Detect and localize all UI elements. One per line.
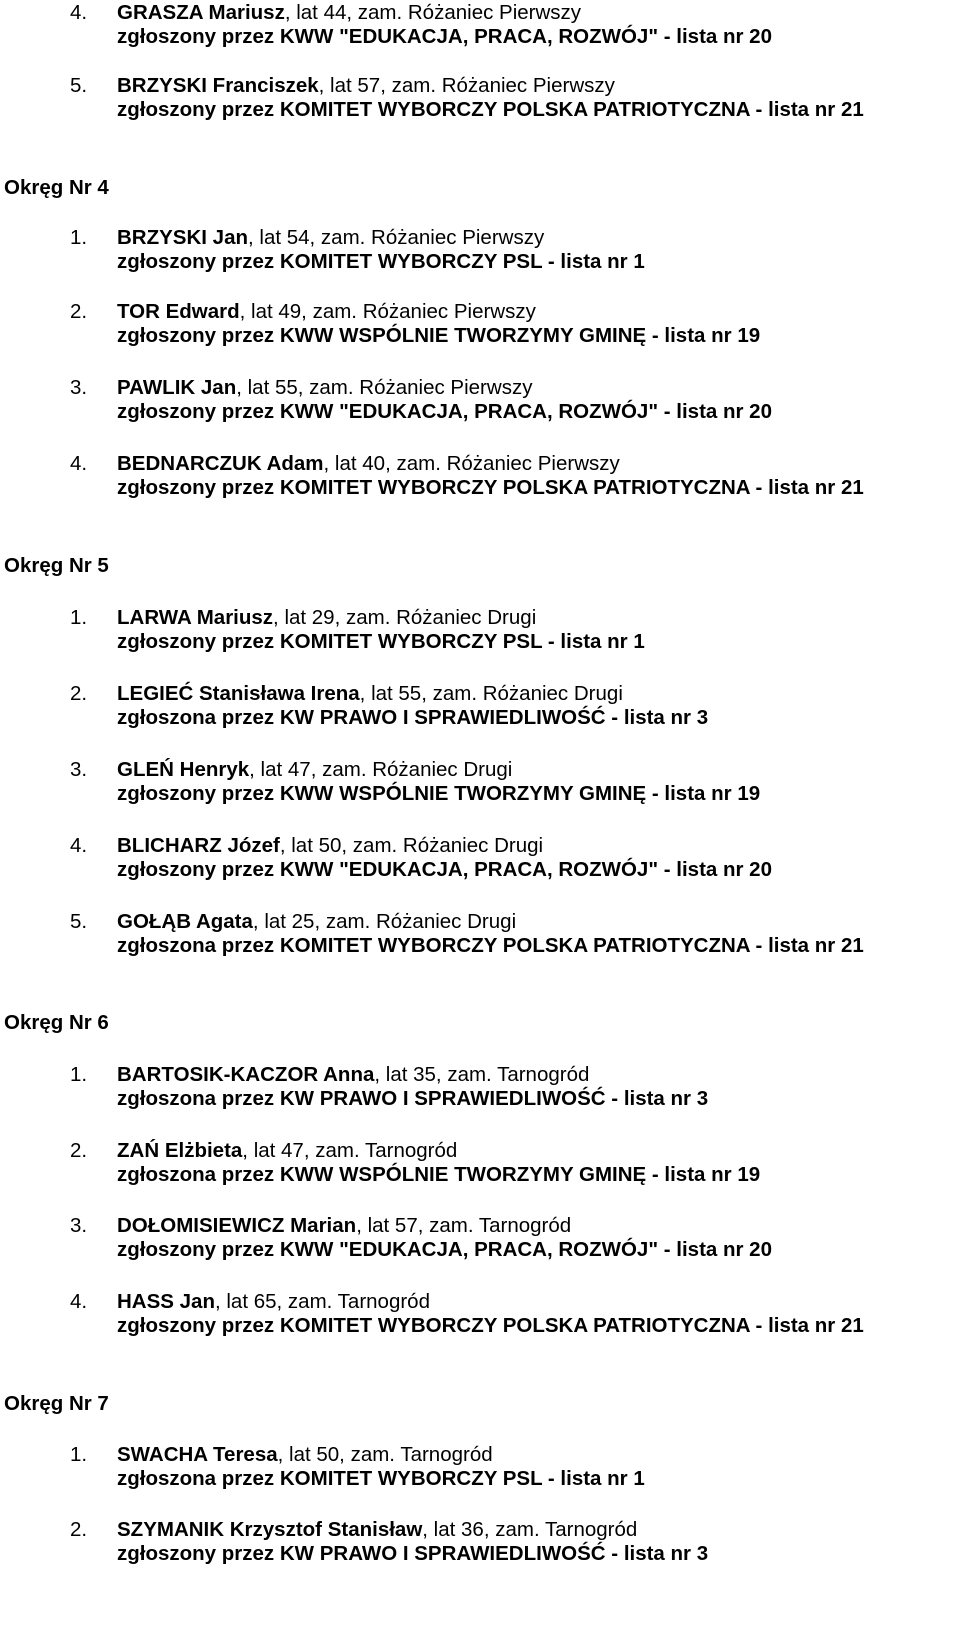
candidate-line: [117, 73, 615, 99]
candidate-name: BLICHARZ Józef: [117, 834, 280, 857]
candidate-name: ZAŃ Elżbieta: [117, 1139, 243, 1162]
candidate-line: [117, 1517, 637, 1543]
candidate-name: SWACHA Teresa: [117, 1443, 278, 1466]
candidate-name: BRZYSKI Franciszek: [117, 74, 319, 97]
candidate-name: BEDNARCZUK Adam: [117, 452, 324, 475]
candidate-line: [117, 681, 623, 707]
nominating-committee: zgłoszony przez KW PRAWO I SPRAWIEDLIWOŚĆ - lista nr 3: [117, 1542, 709, 1565]
nominating-committee: zgłoszony przez KWW WSPÓLNIE TWORZYMY GMINĘ - lista nr 19: [117, 782, 761, 805]
candidate-number: 5.: [70, 74, 88, 97]
candidate-number: 1.: [70, 606, 88, 629]
candidate-line: [117, 833, 543, 859]
nominating-committee: zgłoszony przez KOMITET WYBORCZY PSL - lista nr 1: [117, 630, 645, 653]
candidate-line: [117, 375, 532, 401]
candidate-name: PAWLIK Jan: [117, 376, 237, 399]
nominating-committee: zgłoszony przez KWW "EDUKACJA, PRACA, ROZWÓJ" - lista nr 20: [117, 25, 772, 48]
nominating-committee: zgłoszona przez KW PRAWO I SPRAWIEDLIWOŚĆ - lista nr 3: [117, 706, 709, 729]
nominating-committee: zgłoszona przez KW PRAWO I SPRAWIEDLIWOŚĆ - lista nr 3: [117, 1087, 709, 1110]
candidate-number: 1.: [70, 226, 88, 249]
candidate-number: 4.: [70, 1290, 88, 1313]
district-heading: Okręg Nr 4: [4, 176, 109, 199]
nominating-committee: zgłoszony przez KWW "EDUKACJA, PRACA, ROZWÓJ" - lista nr 20: [117, 1238, 772, 1261]
candidate-details: , lat 50, zam. Tarnogród: [277, 1443, 493, 1466]
candidate-details: , lat 29, zam. Różaniec Drugi: [273, 606, 537, 629]
nominating-committee: zgłoszony przez KOMITET WYBORCZY POLSKA PATRIOTYCZNA - lista nr 21: [117, 476, 864, 499]
candidate-name: GRASZA Mariusz: [117, 1, 285, 24]
candidate-number: 3.: [70, 758, 88, 781]
candidate-name: GLEŃ Henryk: [117, 758, 250, 781]
candidate-number: 2.: [70, 1139, 88, 1162]
candidate-details: , lat 47, zam. Różaniec Drugi: [249, 758, 513, 781]
candidate-details: , lat 35, zam. Tarnogród: [374, 1063, 590, 1086]
candidate-number: 5.: [70, 910, 88, 933]
candidate-details: , lat 49, zam. Różaniec Pierwszy: [239, 300, 536, 323]
nominating-committee: zgłoszony przez KWW "EDUKACJA, PRACA, ROZWÓJ" - lista nr 20: [117, 858, 772, 881]
nominating-committee: zgłoszona przez KOMITET WYBORCZY PSL - lista nr 1: [117, 1467, 645, 1490]
candidate-name: BRZYSKI Jan: [117, 226, 248, 249]
candidate-number: 3.: [70, 376, 88, 399]
candidate-details: , lat 65, zam. Tarnogród: [214, 1290, 430, 1313]
candidate-line: [117, 1289, 430, 1315]
nominating-committee: zgłoszony przez KOMITET WYBORCZY PSL - lista nr 1: [117, 250, 645, 273]
candidate-number: 4.: [70, 452, 88, 475]
candidate-details: , lat 50, zam. Różaniec Drugi: [279, 834, 544, 857]
candidate-name: SZYMANIK Krzysztof Stanisław: [117, 1518, 423, 1541]
nominating-committee: zgłoszona przez KWW WSPÓLNIE TWORZYMY GMINĘ - lista nr 19: [117, 1163, 761, 1186]
candidate-number: 2.: [70, 300, 88, 323]
candidate-line: [117, 605, 536, 631]
district-heading: Okręg Nr 5: [4, 554, 109, 577]
candidate-details: , lat 25, zam. Różaniec Drugi: [252, 910, 517, 933]
candidate-name: LEGIEĆ Stanisława Irena: [117, 682, 360, 705]
candidate-line: [117, 451, 620, 477]
nominating-committee: zgłoszona przez KOMITET WYBORCZY POLSKA PATRIOTYCZNA - lista nr 21: [117, 934, 864, 957]
candidate-name: LARWA Mariusz: [117, 606, 274, 629]
candidate-details: , lat 40, zam. Różaniec Pierwszy: [323, 452, 620, 475]
candidate-number: 4.: [70, 834, 88, 857]
candidate-line: [117, 1062, 589, 1088]
nominating-committee: zgłoszony przez KOMITET WYBORCZY POLSKA PATRIOTYCZNA - lista nr 21: [117, 1314, 864, 1337]
candidate-line: [117, 1213, 571, 1239]
candidate-line: [117, 757, 512, 783]
candidate-details: , lat 54, zam. Różaniec Pierwszy: [248, 226, 545, 249]
candidate-details: , lat 57, zam. Różaniec Pierwszy: [318, 74, 615, 97]
candidate-details: , lat 47, zam. Tarnogród: [242, 1139, 458, 1162]
candidate-name: TOR Edward: [117, 300, 240, 323]
candidate-line: [117, 0, 581, 26]
candidate-line: [117, 1442, 493, 1468]
district-heading: Okręg Nr 7: [4, 1392, 109, 1415]
candidate-details: , lat 55, zam. Różaniec Drugi: [359, 682, 623, 705]
candidate-details: , lat 44, zam. Różaniec Pierwszy: [284, 1, 582, 24]
candidate-name: BARTOSIK-KACZOR Anna: [117, 1063, 375, 1086]
candidate-line: [117, 1138, 457, 1164]
nominating-committee: zgłoszony przez KWW WSPÓLNIE TWORZYMY GMINĘ - lista nr 19: [117, 324, 761, 347]
district-heading: Okręg Nr 6: [4, 1011, 109, 1034]
nominating-committee: zgłoszony przez KOMITET WYBORCZY POLSKA PATRIOTYCZNA - lista nr 21: [117, 98, 864, 121]
candidate-number: 3.: [70, 1214, 88, 1237]
nominating-committee: zgłoszony przez KWW "EDUKACJA, PRACA, ROZWÓJ" - lista nr 20: [117, 400, 772, 423]
candidate-name: HASS Jan: [117, 1290, 215, 1313]
candidate-number: 2.: [70, 1518, 88, 1541]
candidate-name: GOŁĄB Agata: [117, 910, 253, 933]
candidate-number: 1.: [70, 1063, 88, 1086]
candidate-line: [117, 909, 516, 935]
candidate-line: [117, 225, 544, 251]
candidate-number: 1.: [70, 1443, 88, 1466]
candidate-number: 2.: [70, 682, 88, 705]
candidate-number: 4.: [70, 1, 88, 24]
candidate-details: , lat 36, zam. Tarnogród: [422, 1518, 638, 1541]
candidate-details: , lat 57, zam. Tarnogród: [356, 1214, 572, 1237]
candidate-line: [117, 299, 536, 325]
candidate-details: , lat 55, zam. Różaniec Pierwszy: [236, 376, 533, 399]
candidate-name: DOŁOMISIEWICZ Marian: [117, 1214, 357, 1237]
